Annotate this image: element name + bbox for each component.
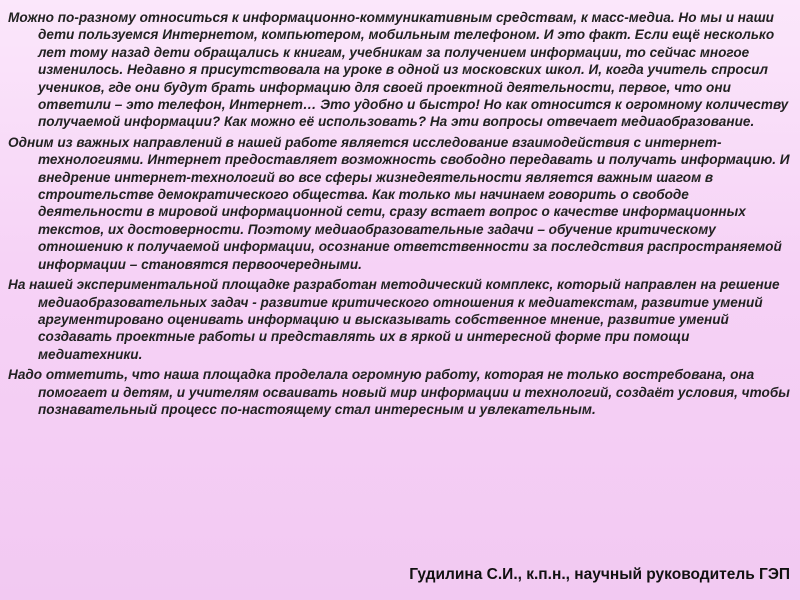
body-text <box>8 9 792 421</box>
paragraph-methodical-complex: На нашей экспериментальной площадке разработан методический комплекс, который направлен на решение медиаобразовательных задач - развитие критического отношения к медиатекстам, развитие умений аргументировано оценивать информацию и высказывать собственное мнение, развитие умений создавать проектные работы и представлять их в яркой и интересной форме при помощи медиатехники. <box>8 277 780 362</box>
paragraph-conclusion: Надо отметить, что наша площадка проделала огромную работу, которая не только востребована, она помогает и детям, и учителям осваивать новый мир информации и технологий, создаёт условия, чтобы познавательный процесс по-настоящему стал интересным и увлекательным. <box>8 367 790 417</box>
paragraph-internet-technologies: Одним из важных направлений в нашей работе является исследование взаимодействия с интернет-технологиями. Интернет предоставляет возможность свободно передавать и получать информацию. И внедрение интернет-технологий во все сферы жизнедеятельности является важным шагом в строительстве демократического общества. Как только мы начинаем говорить о свободе деятельности в мировой информационной сети, сразу встает вопрос о качестве информационных текстов, их достоверности. Поэтому медиаобразовательные задачи – обучение критическому отношению к получаемой информации, осознание ответственности за последствия распространяемой информации – становятся первоочередными. <box>8 134 790 272</box>
author-signature: Гудилина С.И., к.п.н., научный руководитель ГЭП <box>409 566 790 583</box>
paragraph-intro: Можно по-разному относиться к информационно-коммуникативным средствам, к масс-медиа. Но мы и наши дети пользуемся Интернетом, компьютером, мобильным телефоном. И это факт. Если ещё несколько лет тому назад дети обращались к книгам, учебникам за получением информации, то сейчас многое изменилось. Недавно я присутствовала на уроке в одной из московских школ. И, когда учитель спросил учеников, где они будут брать информацию для своей проектной деятельности, первое, что они ответили – это телефон, Интернет… Это удобно и быстро! Но как относится к огромному количеству получаемой информации? Как можно её использовать? На эти вопросы отвечает медиаобразование. <box>8 10 789 130</box>
